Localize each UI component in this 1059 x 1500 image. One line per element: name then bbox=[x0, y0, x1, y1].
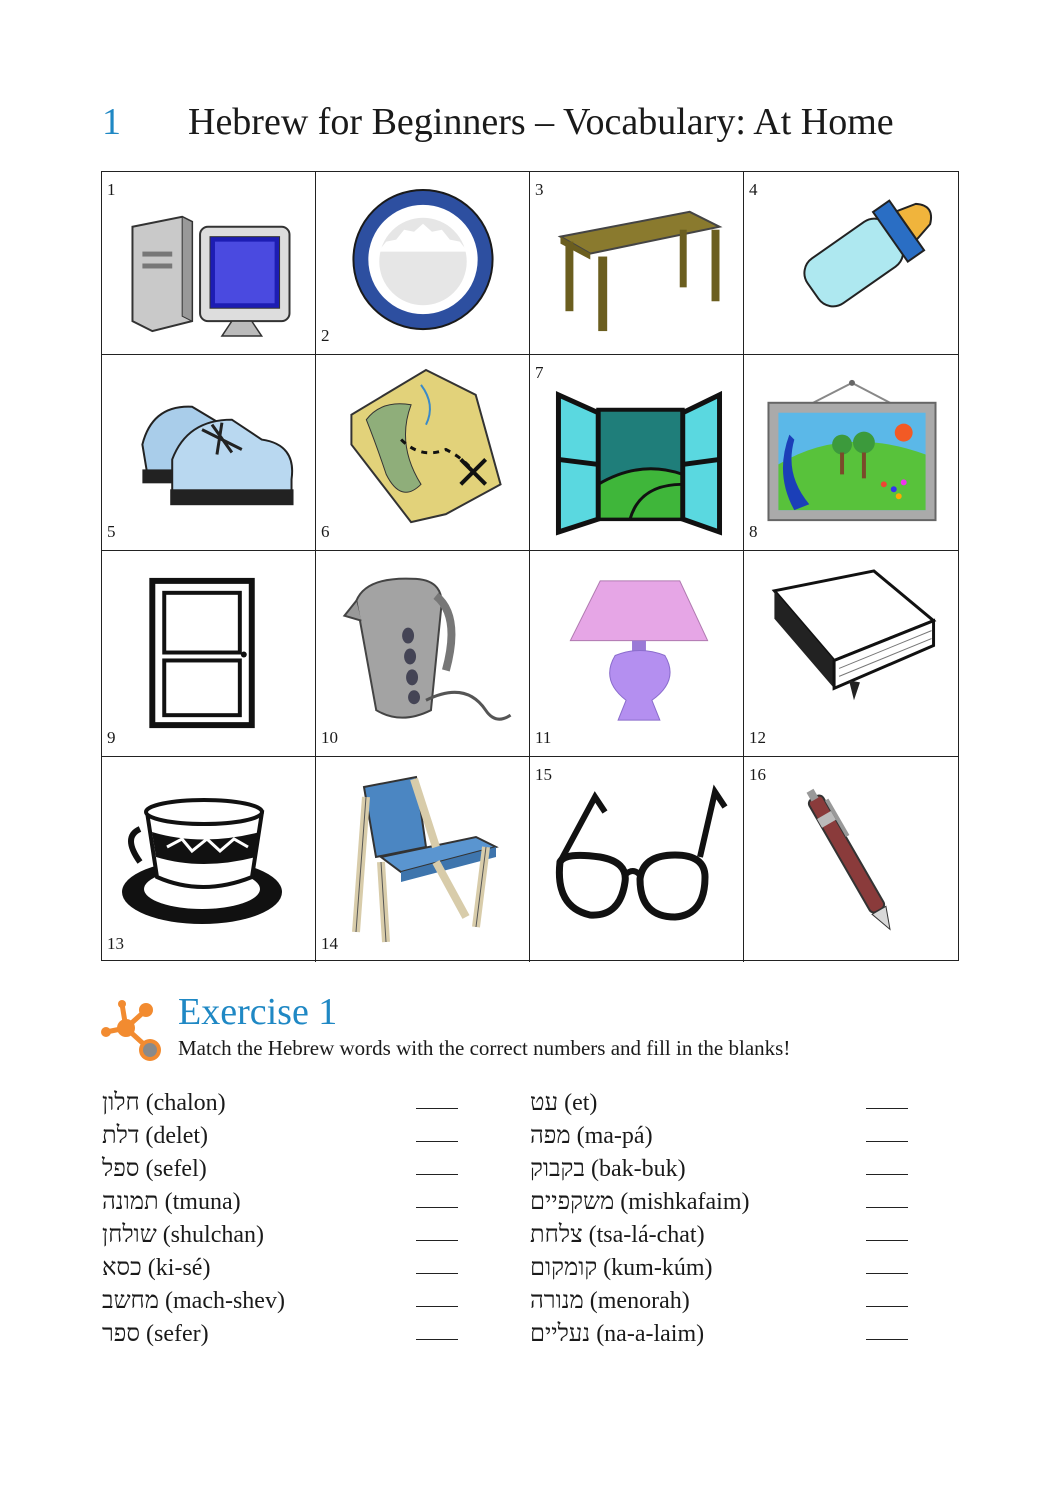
cup-icon bbox=[112, 767, 306, 952]
word-row bbox=[528, 1156, 908, 1189]
hebrew-word: ספל bbox=[102, 1156, 140, 1182]
transliteration: (et) bbox=[564, 1090, 598, 1116]
answer-blank[interactable] bbox=[416, 1141, 458, 1142]
hebrew-word: מנורה bbox=[530, 1288, 584, 1314]
glasses-icon bbox=[540, 767, 734, 952]
grid-cell bbox=[530, 355, 744, 551]
transliteration: (ma-pá) bbox=[576, 1123, 653, 1149]
answer-blank[interactable] bbox=[866, 1240, 908, 1241]
answer-blank[interactable] bbox=[866, 1108, 908, 1109]
word-row bbox=[528, 1288, 908, 1321]
word-row bbox=[100, 1255, 480, 1288]
hebrew-word: תמונה bbox=[102, 1189, 159, 1215]
answer-blank[interactable] bbox=[866, 1207, 908, 1208]
word-row bbox=[100, 1156, 480, 1189]
grid-cell bbox=[102, 172, 316, 355]
cell-number: 10 bbox=[321, 728, 338, 747]
answer-blank[interactable] bbox=[866, 1174, 908, 1175]
transliteration: (sefel) bbox=[145, 1156, 207, 1182]
answer-blank[interactable] bbox=[866, 1141, 908, 1142]
cell-number: 8 bbox=[749, 522, 758, 541]
grid-cell bbox=[316, 172, 530, 355]
page-title: Hebrew for Beginners – Vocabulary: At Home bbox=[188, 101, 894, 143]
hebrew-word: נעליים bbox=[530, 1321, 591, 1347]
word-row bbox=[528, 1222, 908, 1255]
grid-cell bbox=[530, 757, 744, 962]
transliteration: (shulchan) bbox=[162, 1222, 264, 1248]
grid-cell bbox=[530, 172, 744, 355]
answer-blank[interactable] bbox=[866, 1273, 908, 1274]
pen-icon bbox=[754, 767, 948, 952]
lamp-icon bbox=[540, 561, 734, 746]
word-list-left bbox=[100, 1090, 480, 1354]
word-row bbox=[100, 1189, 480, 1222]
transliteration: (chalon) bbox=[145, 1090, 226, 1116]
hebrew-word: משקפיים bbox=[530, 1189, 615, 1215]
kettle-icon bbox=[326, 561, 520, 746]
grid-cell bbox=[316, 551, 530, 757]
word-row bbox=[100, 1090, 480, 1123]
hebrew-word: מחשב bbox=[102, 1288, 159, 1314]
hebrew-word: עט bbox=[530, 1090, 559, 1116]
hebrew-word: חלון bbox=[102, 1090, 140, 1116]
cell-number: 1 bbox=[107, 180, 116, 199]
grid-cell bbox=[744, 757, 958, 962]
word-row bbox=[528, 1321, 908, 1354]
chapter-number: 1 bbox=[102, 101, 121, 143]
cell-number: 14 bbox=[321, 934, 338, 953]
chair-icon bbox=[326, 767, 520, 952]
word-row bbox=[528, 1255, 908, 1288]
grid-cell bbox=[102, 757, 316, 962]
map-icon bbox=[326, 365, 520, 540]
hebrew-word: צלחת bbox=[530, 1222, 583, 1248]
grid-cell bbox=[744, 172, 958, 355]
grid-cell bbox=[530, 551, 744, 757]
cell-number: 13 bbox=[107, 934, 124, 953]
grid-cell bbox=[316, 757, 530, 962]
cell-number: 7 bbox=[535, 363, 544, 382]
plate-icon bbox=[326, 182, 520, 344]
grid-cell bbox=[102, 355, 316, 551]
transliteration: (sefer) bbox=[146, 1321, 209, 1347]
cell-number: 12 bbox=[749, 728, 766, 747]
answer-blank[interactable] bbox=[866, 1339, 908, 1340]
transliteration: (ki-sé) bbox=[147, 1255, 211, 1281]
book-icon bbox=[754, 561, 948, 746]
grid-cell bbox=[744, 551, 958, 757]
cell-number: 3 bbox=[535, 180, 544, 199]
cell-number: 4 bbox=[749, 180, 758, 199]
cell-number: 15 bbox=[535, 765, 552, 784]
transliteration: (mach-shev) bbox=[165, 1288, 285, 1314]
hebrew-word: בקבוק bbox=[530, 1156, 585, 1182]
transliteration: (kum-kúm) bbox=[603, 1255, 713, 1281]
word-row bbox=[100, 1222, 480, 1255]
word-list-right bbox=[528, 1090, 908, 1354]
transliteration: (na-a-laim) bbox=[596, 1321, 705, 1347]
grid-cell bbox=[316, 355, 530, 551]
word-row bbox=[100, 1123, 480, 1156]
hebrew-word: ספר bbox=[102, 1321, 141, 1347]
transliteration: (bak-buk) bbox=[590, 1156, 686, 1182]
answer-blank[interactable] bbox=[416, 1273, 458, 1274]
exercise-instruction: Match the Hebrew words with the correct numbers and fill in the blanks! bbox=[178, 1036, 791, 1060]
picture-icon bbox=[754, 365, 948, 540]
answer-blank[interactable] bbox=[416, 1240, 458, 1241]
answer-blank[interactable] bbox=[416, 1306, 458, 1307]
cell-number: 6 bbox=[321, 522, 330, 541]
table-icon bbox=[540, 182, 734, 344]
transliteration: (menorah) bbox=[589, 1288, 690, 1314]
grid-cell bbox=[744, 355, 958, 551]
word-row bbox=[528, 1090, 908, 1123]
answer-blank[interactable] bbox=[416, 1207, 458, 1208]
cell-number: 9 bbox=[107, 728, 116, 747]
exercise-section bbox=[100, 990, 960, 1065]
window-icon bbox=[540, 365, 734, 540]
hebrew-word: כסא bbox=[102, 1255, 142, 1281]
transliteration: (tmuna) bbox=[164, 1189, 241, 1215]
word-row bbox=[528, 1123, 908, 1156]
hebrew-word: קומקום bbox=[530, 1255, 598, 1281]
molecule-icon bbox=[100, 996, 166, 1062]
computer-icon bbox=[112, 182, 306, 344]
cell-number: 5 bbox=[107, 522, 116, 541]
shoes-icon bbox=[112, 365, 306, 540]
transliteration: (tsa-lá-chat) bbox=[588, 1222, 705, 1248]
transliteration: (mishkafaim) bbox=[620, 1189, 750, 1215]
answer-blank[interactable] bbox=[416, 1108, 458, 1109]
transliteration: (delet) bbox=[145, 1123, 209, 1149]
cell-number: 11 bbox=[535, 728, 552, 747]
word-row bbox=[100, 1321, 480, 1354]
exercise-title: Exercise 1 bbox=[178, 991, 338, 1033]
door-icon bbox=[112, 561, 306, 746]
cell-number: 2 bbox=[321, 326, 330, 345]
word-row bbox=[528, 1189, 908, 1222]
answer-blank[interactable] bbox=[866, 1306, 908, 1307]
answer-blank[interactable] bbox=[416, 1174, 458, 1175]
answer-blank[interactable] bbox=[416, 1339, 458, 1340]
hebrew-word: מפה bbox=[530, 1123, 571, 1149]
hebrew-word: שולחן bbox=[102, 1222, 157, 1248]
baby-bottle-icon bbox=[754, 182, 948, 344]
page-header bbox=[100, 100, 960, 150]
grid-cell bbox=[102, 551, 316, 757]
cell-number: 16 bbox=[749, 765, 766, 784]
vocabulary-grid bbox=[101, 171, 959, 961]
word-row bbox=[100, 1288, 480, 1321]
hebrew-word: דלת bbox=[102, 1123, 140, 1149]
